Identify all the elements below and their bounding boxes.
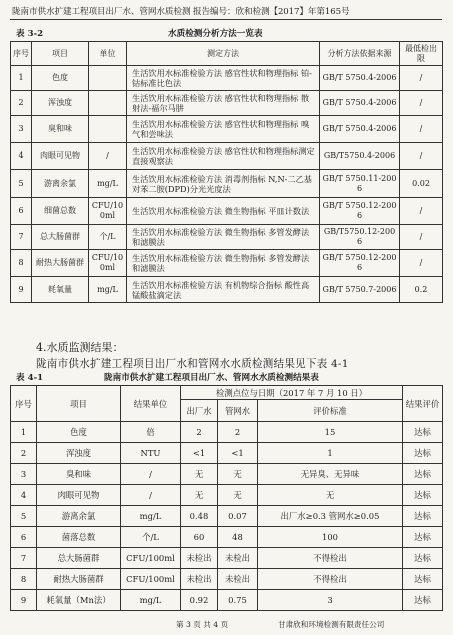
- table2-cell: 60: [181, 527, 218, 548]
- table2-cell: 2: [11, 443, 37, 464]
- table1-cell: 臭和味: [32, 116, 89, 143]
- table2-cell: CFU/100ml: [121, 548, 181, 569]
- table2-group-header: 检测点位与日期（2017 年 7 月 10 日）: [181, 386, 403, 400]
- table2-cell: 未检出: [218, 548, 258, 569]
- table1-cell: GB/T 5750.4-2006: [320, 66, 400, 91]
- company-name: 甘肃欣和环境检测有限责任公司: [278, 620, 385, 629]
- table1-cell: GB/T 5750.4-2006: [320, 116, 400, 143]
- table2-cell: 未检出: [218, 569, 258, 590]
- table1-row: [11, 198, 443, 225]
- table2-cell: 0.75: [218, 590, 258, 611]
- table1-cell: 浑浊度: [32, 91, 89, 116]
- table2-cell: 15: [258, 422, 403, 443]
- table2-cell: 总大肠菌群: [37, 548, 121, 569]
- table2-cell: 肉眼可见物: [37, 485, 121, 506]
- table1-cell: 生活饮用水标准检验方法 感官性状和物理指标 嗅气和尝味法: [127, 116, 320, 143]
- table2-cell: 1: [11, 422, 37, 443]
- table1-cell: [89, 91, 127, 116]
- table2-row: [11, 548, 443, 569]
- table1-cell: GB/T5750.4-2006: [320, 143, 400, 170]
- results-intro: 陇南市供水扩建工程项目出厂水和管网水水质检测结果见下表 4-1: [36, 358, 349, 370]
- table1-cell: /: [400, 116, 443, 143]
- table1-header-cell: 分析方法依据来源: [320, 42, 400, 66]
- table2-cell: NTU: [121, 443, 181, 464]
- table2-cell: 达标: [403, 590, 443, 611]
- table2-row: [11, 527, 443, 548]
- table1-number: 表 3-2: [16, 29, 44, 39]
- table2-cell: 个/L: [121, 527, 181, 548]
- table2-cell: mg/L: [121, 590, 181, 611]
- table1-header-cell: 最低检出限: [400, 42, 443, 66]
- table2-cell: 0.92: [181, 590, 218, 611]
- table2-cell: 耐热大肠菌群: [37, 569, 121, 590]
- table2-cell: 菌落总数: [37, 527, 121, 548]
- table2-cell: 1: [258, 443, 403, 464]
- table1-header-cell: 单位: [89, 42, 127, 66]
- table1-cell: GB/T 5750.12-2006: [320, 198, 400, 225]
- table1-cell: /: [89, 143, 127, 170]
- table1-cell: mg/L: [89, 170, 127, 198]
- table1-cell: GB/T 5750.7-2006: [320, 277, 400, 303]
- table2-cell: 8: [11, 569, 37, 590]
- table1-row: [11, 225, 443, 250]
- methods-table: [10, 41, 443, 303]
- header-divider: [10, 19, 442, 20]
- table2-cell: 达标: [403, 506, 443, 527]
- table2-cell: 4: [11, 485, 37, 506]
- table1-cell: 7: [11, 225, 32, 250]
- table2-cell: 不得检出: [258, 569, 403, 590]
- table2-row: [11, 590, 443, 611]
- table1-cell: 生活饮用水标准检验方法 微生物指标 平皿计数法: [127, 198, 320, 225]
- table1-cell: /: [400, 66, 443, 91]
- table2-title: 陇南市供水扩建工程项目出厂水、管网水水质检测结果表: [104, 373, 319, 383]
- table2-cell: 无: [181, 464, 218, 485]
- table1-cell: 5: [11, 170, 32, 198]
- table1-cell: 1: [11, 66, 32, 91]
- table2-row: [11, 464, 443, 485]
- section-heading: 4.水质监测结果：: [36, 341, 124, 354]
- table2-cell: <1: [218, 443, 258, 464]
- report-header: 陇南市供水扩建工程项目出厂水、管网水质检测 报告编号：欣和检测【2017】年第165号: [12, 7, 350, 17]
- table1-cell: 生活饮用水标准检验方法 微生物指标 多管发酵法和滤膜法: [127, 250, 320, 277]
- table2-row: [11, 485, 443, 506]
- table1-cell: 生活饮用水标准检验方法 感官性状和物理指标测定 直接观察法: [127, 143, 320, 170]
- table1-cell: 0.02: [400, 170, 443, 198]
- table1-cell: 0.2: [400, 277, 443, 303]
- table2-cell: 无异臭、无异味: [258, 464, 403, 485]
- table2-row: [11, 443, 443, 464]
- table1-header-row: [11, 42, 443, 66]
- table2-cell: 5: [11, 506, 37, 527]
- table2-cell: 游离余氯: [37, 506, 121, 527]
- table1-row: [11, 91, 443, 116]
- table1-title: 水质检测分析方法一览表: [168, 29, 263, 39]
- table2-cell: 2: [181, 422, 218, 443]
- table1-cell: CFU/100ml: [89, 198, 127, 225]
- table1-cell: 4: [11, 143, 32, 170]
- table1-cell: [89, 116, 127, 143]
- table2-cell: 未检出: [181, 569, 218, 590]
- table2-header-cell: 序号: [11, 386, 37, 422]
- table1-cell: GB/T 5750.11-2006: [320, 170, 400, 198]
- table2-header-cell: 项目: [37, 386, 121, 422]
- table2-cell: 色度: [37, 422, 121, 443]
- table1-cell: /: [400, 250, 443, 277]
- table1-cell: /: [400, 143, 443, 170]
- table1-header-cell: 测定方法: [127, 42, 320, 66]
- table2-cell: <1: [181, 443, 218, 464]
- table2-cell: 达标: [403, 464, 443, 485]
- table1-row: [11, 170, 443, 198]
- table1-cell: 生活饮用水标准检验方法 微生物指标 多管发酵法和滤膜法: [127, 225, 320, 250]
- table1-row: [11, 66, 443, 91]
- table1-header-cell: 项目: [32, 42, 89, 66]
- table2-cell: /: [121, 464, 181, 485]
- table2-cell: 48: [218, 527, 258, 548]
- table1-cell: 肉眼可见物: [32, 143, 89, 170]
- table2-cell: 2: [218, 422, 258, 443]
- table1-row: [11, 250, 443, 277]
- table2-cell: 达标: [403, 527, 443, 548]
- table1-cell: /: [400, 91, 443, 116]
- table2-row: [11, 422, 443, 443]
- table2-row: [11, 569, 443, 590]
- table1-cell: CFU/100ml: [89, 250, 127, 277]
- table1-cell: GB/T 5750.4-2006: [320, 91, 400, 116]
- table1-cell: GB/T5750.12-2006: [320, 225, 400, 250]
- table1-cell: 生活饮用水标准检验方法 消毒剂指标 N,N-二乙基对苯二胺(DPD)分光光度法: [127, 170, 320, 198]
- table2-cell: mg/L: [121, 506, 181, 527]
- table1-cell: 2: [11, 91, 32, 116]
- table1-row: [11, 277, 443, 303]
- table2-cell: 无: [218, 485, 258, 506]
- table2-cell: 3: [258, 590, 403, 611]
- table2-cell: 达标: [403, 443, 443, 464]
- table1-cell: 游离余氯: [32, 170, 89, 198]
- table2-cell: 出厂水≥0.3 管网水≥0.05: [258, 506, 403, 527]
- table2-header-cell: 出厂水: [181, 400, 218, 422]
- table1-cell: GB/T 5750.12-2006: [320, 250, 400, 277]
- table1-cell: 8: [11, 250, 32, 277]
- table2-cell: 不得检出: [258, 548, 403, 569]
- table2-cell: 无: [181, 485, 218, 506]
- table2-cell: 达标: [403, 548, 443, 569]
- table2-cell: 达标: [403, 569, 443, 590]
- table2-header-cell: 结果评价: [403, 386, 443, 422]
- table2-cell: 无: [258, 485, 403, 506]
- table1-header-cell: 序号: [11, 42, 32, 66]
- table1-row: [11, 143, 443, 170]
- table1-cell: 6: [11, 198, 32, 225]
- table1-cell: 3: [11, 116, 32, 143]
- table2-cell: 6: [11, 527, 37, 548]
- table2-cell: 臭和味: [37, 464, 121, 485]
- table2-header-cell: 评价标准: [258, 400, 403, 422]
- table1-cell: mg/L: [89, 277, 127, 303]
- table1-cell: 色度: [32, 66, 89, 91]
- table2-cell: 耗氧量（Mn法）: [37, 590, 121, 611]
- table2-cell: 7: [11, 548, 37, 569]
- table2-cell: 100: [258, 527, 403, 548]
- table2-cell: 3: [11, 464, 37, 485]
- table2-number: 表 4-1: [16, 373, 44, 383]
- table1-cell: 耗氧量: [32, 277, 89, 303]
- table2-cell: 达标: [403, 485, 443, 506]
- table2-cell: 0.07: [218, 506, 258, 527]
- table2-row: [11, 506, 443, 527]
- table1-cell: 生活饮用水标准检验方法 感官性状和物理指标 散射法-福尔马肼: [127, 91, 320, 116]
- table1-cell: 生活饮用水标准检验方法 有机物综合指标 酸性高锰酸盐滴定法: [127, 277, 320, 303]
- table2-cell: 达标: [403, 422, 443, 443]
- table1-cell: [89, 66, 127, 91]
- table1-cell: 个/L: [89, 225, 127, 250]
- table2-cell: /: [121, 485, 181, 506]
- table2-cell: CFU/100ml: [121, 569, 181, 590]
- table1-cell: /: [400, 225, 443, 250]
- table1-cell: 9: [11, 277, 32, 303]
- results-table: [10, 385, 443, 611]
- table2-header-cell: 管网水: [218, 400, 258, 422]
- table1-cell: 耐热大肠菌群: [32, 250, 89, 277]
- table1-row: [11, 116, 443, 143]
- table2-header-row: [11, 386, 443, 400]
- table2-cell: 0.48: [181, 506, 218, 527]
- table2-cell: 无: [218, 464, 258, 485]
- table1-cell: 细菌总数: [32, 198, 89, 225]
- table2-header-cell: 结果单位: [121, 386, 181, 422]
- table1-cell: /: [400, 198, 443, 225]
- table1-cell: 总大肠菌群: [32, 225, 89, 250]
- table2-cell: 浑浊度: [37, 443, 121, 464]
- table1-cell: 生活饮用水标准检验方法 感官性状和物理指标 铂-钴标准比色法: [127, 66, 320, 91]
- table2-cell: 未检出: [181, 548, 218, 569]
- table2-cell: 9: [11, 590, 37, 611]
- page-number: 第 3 页 共 4 页: [176, 620, 229, 629]
- table2-cell: 倍: [121, 422, 181, 443]
